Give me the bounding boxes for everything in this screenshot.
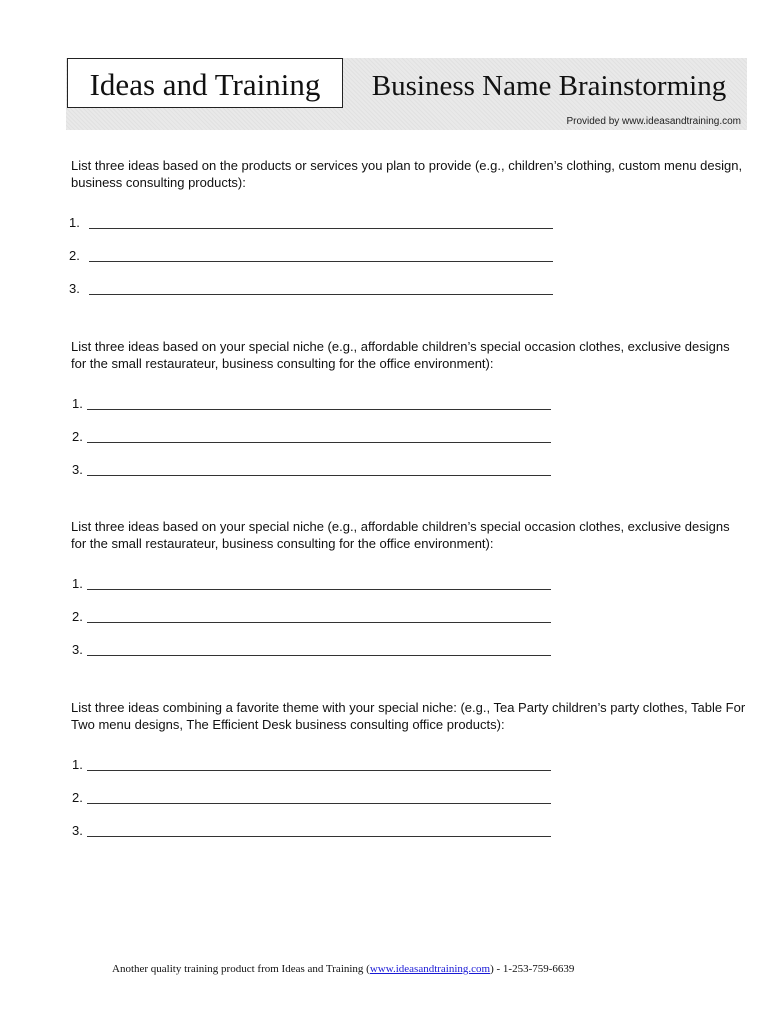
section-special-niche xyxy=(67,338,747,477)
line-number: 1. xyxy=(72,576,83,591)
line-number: 1. xyxy=(72,396,83,411)
section-prompt: List three ideas based on the products or services you plan to provide (e.g., children’s clothing, custom menu design, business consulting products): xyxy=(71,158,743,190)
blank-line xyxy=(87,836,551,837)
footer xyxy=(112,963,574,975)
blank-line xyxy=(87,803,551,804)
line-number: 2. xyxy=(72,790,83,805)
blank-line xyxy=(87,589,551,590)
blank-line xyxy=(87,409,551,410)
line-number: 2. xyxy=(72,429,83,444)
line-number: 1. xyxy=(72,757,83,772)
footer-website-link[interactable]: www.ideasandtraining.com xyxy=(369,963,491,975)
section-products-services xyxy=(67,157,747,296)
provided-by-text: Provided by www.ideasandtraining.com xyxy=(566,116,741,127)
blank-line xyxy=(87,770,551,771)
footer-prefix: Another quality training product from Ideas and Training ( xyxy=(112,963,370,975)
blank-line xyxy=(87,475,551,476)
section-favorite-theme xyxy=(67,699,747,838)
footer-suffix: ) - 1-253-759-6639 xyxy=(490,963,575,975)
section-special-niche-2 xyxy=(67,518,747,657)
line-number: 2. xyxy=(69,248,80,263)
section-prompt: List three ideas combining a favorite theme with your special niche: (e.g., Tea Party children’s party clothes, Table For Two menu designs, The Efficient Desk business consulting office products): xyxy=(71,700,746,732)
blank-line xyxy=(89,294,553,295)
line-number: 3. xyxy=(69,281,80,296)
blank-line xyxy=(87,442,551,443)
line-number: 3. xyxy=(72,462,83,477)
blank-line xyxy=(89,261,553,262)
blank-line xyxy=(87,655,551,656)
line-number: 3. xyxy=(72,642,83,657)
line-number: 3. xyxy=(72,823,83,838)
blank-line xyxy=(89,228,553,229)
section-prompt: List three ideas based on your special niche (e.g., affordable children’s special occasion clothes, exclusive designs for the small restaurateur, business consulting for the office environment): xyxy=(71,339,730,371)
line-number: 2. xyxy=(72,609,83,624)
line-number: 1. xyxy=(69,215,80,230)
page-title: Business Name Brainstorming xyxy=(371,70,727,102)
brand-logo-box: Ideas and Training xyxy=(67,58,343,108)
section-prompt: List three ideas based on your special niche (e.g., affordable children’s special occasion clothes, exclusive designs for the small restaurateur, business consulting for the office environment): xyxy=(71,519,730,551)
blank-line xyxy=(87,622,551,623)
